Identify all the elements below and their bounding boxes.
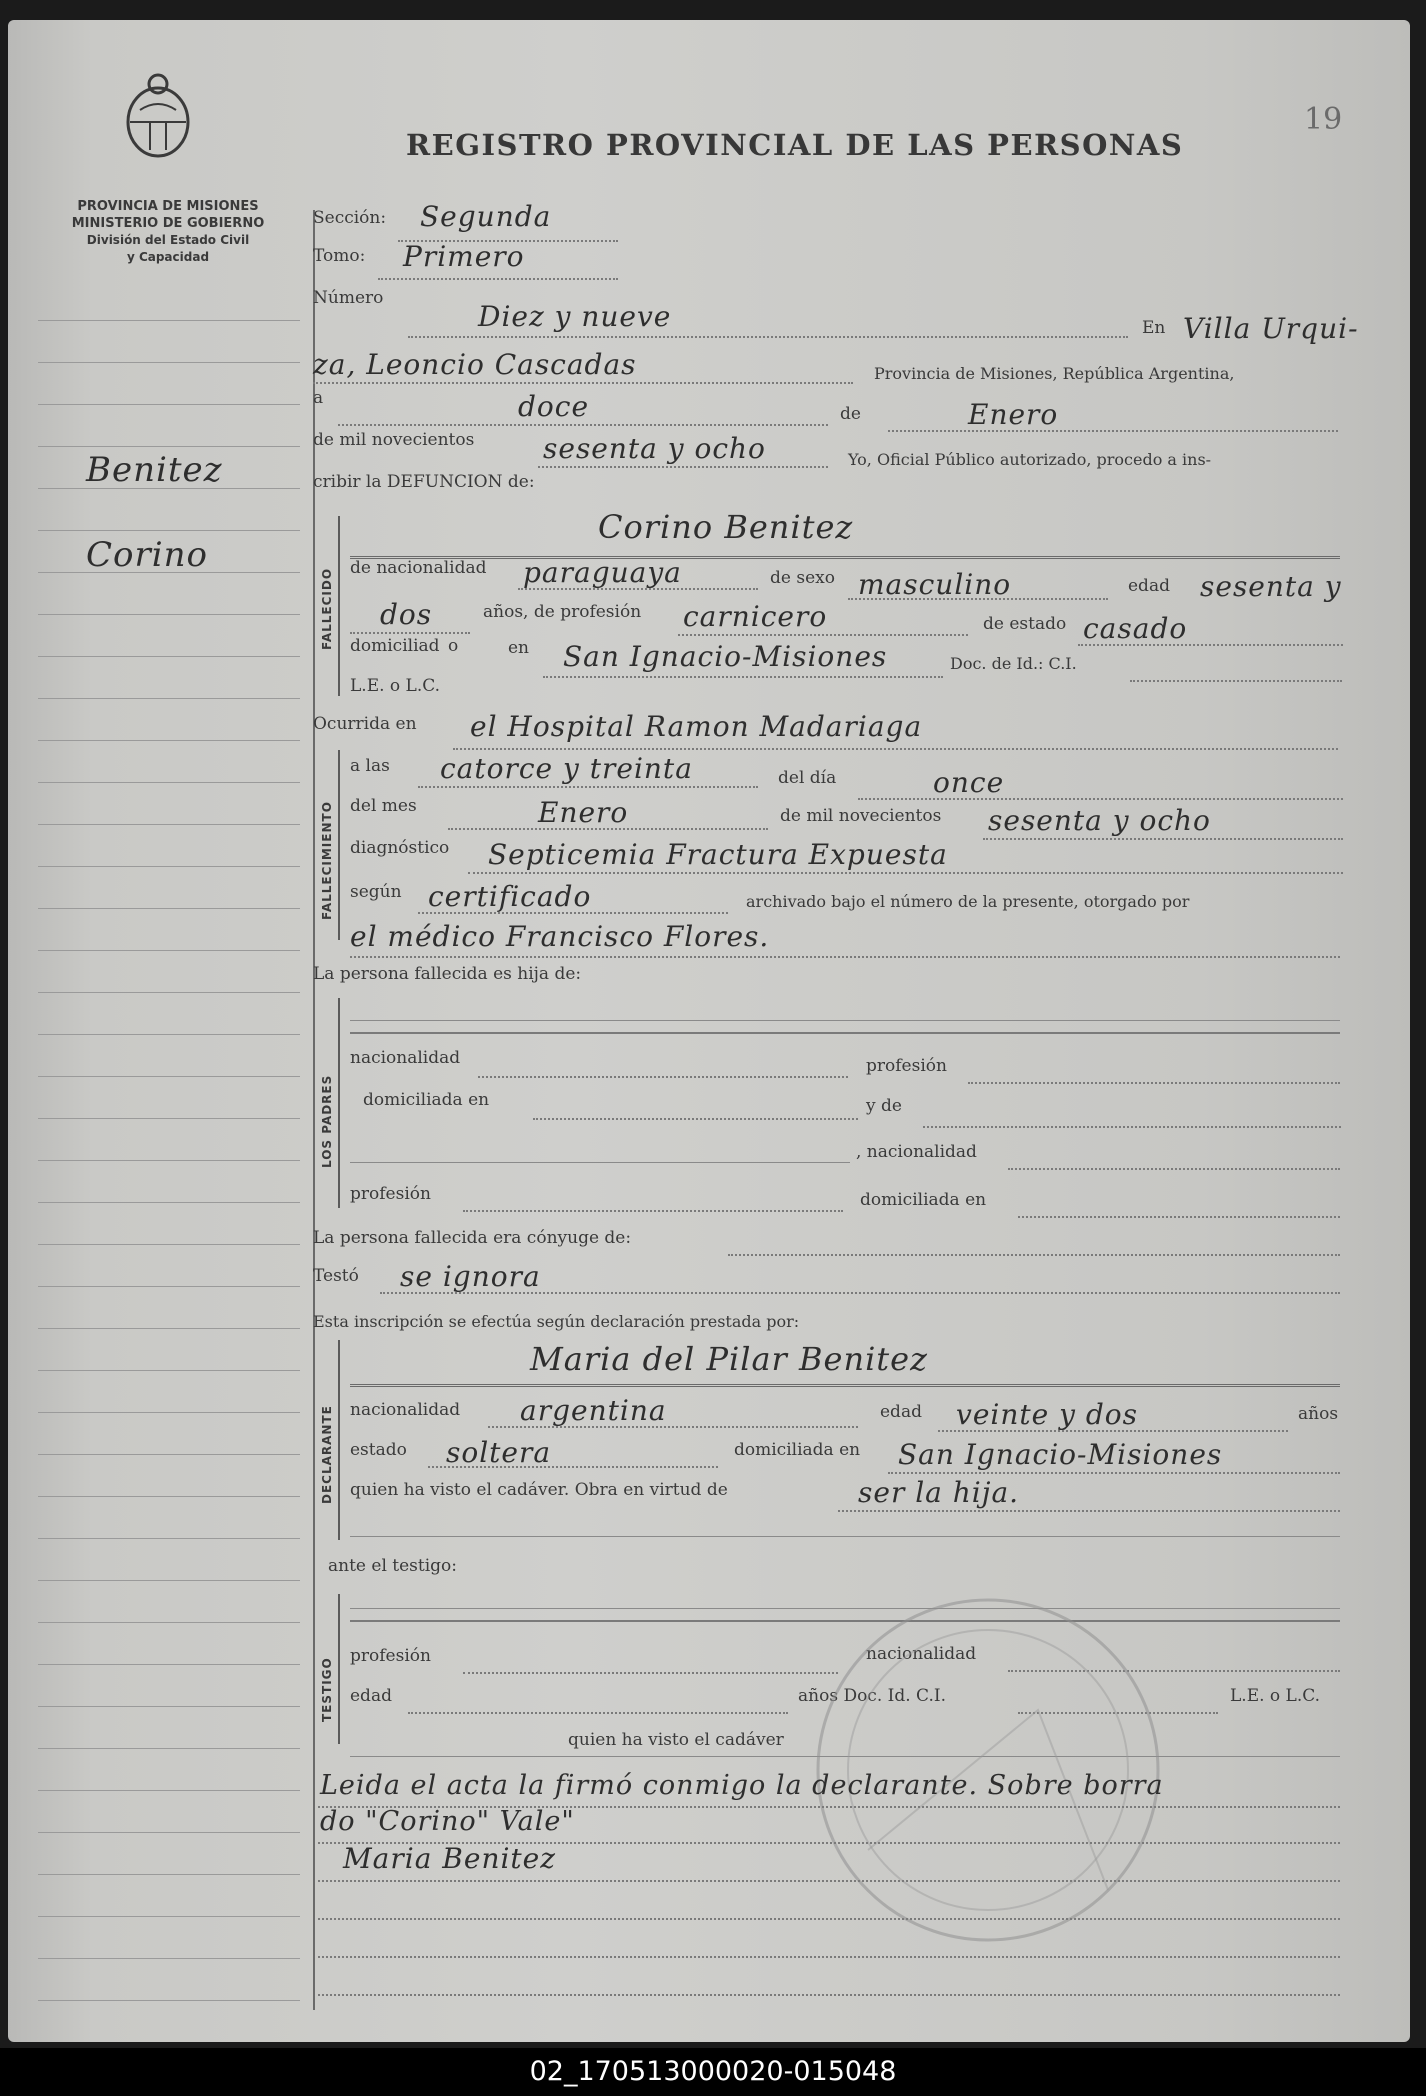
declarante-edad-label: edad [880, 1402, 922, 1422]
margin-rule [38, 866, 300, 867]
padre-nacionalidad-label: nacionalidad [350, 1048, 461, 1068]
medico-value: el médico Francisco Flores. [350, 920, 770, 953]
conyuge-line [728, 1254, 1340, 1256]
padres-intro: La persona fallecida es hija de: [313, 964, 582, 984]
margin-rule [38, 1916, 300, 1917]
margin-rule [38, 1286, 300, 1287]
margin-rule [38, 362, 300, 363]
sexo-label: de sexo [770, 568, 835, 588]
declarante-nacionalidad-line [488, 1426, 858, 1428]
madre-nacionalidad-line [1008, 1168, 1340, 1170]
ocurrida-label: Ocurrida en [313, 714, 417, 734]
y-de-label: y de [866, 1096, 902, 1116]
declarante-edad-line [938, 1430, 1288, 1432]
tomo-line [378, 278, 618, 280]
madre-domiciliada-label: domiciliada en [860, 1190, 987, 1210]
declarante-nacionalidad: argentina [520, 1394, 667, 1427]
padres-bracket [338, 998, 340, 1208]
org-division: División del Estado Civil [86, 233, 250, 247]
margin-rule [38, 740, 300, 741]
mes-value: Enero [968, 398, 1059, 431]
declarante-nacionalidad-label: nacionalidad [350, 1400, 461, 1420]
anio-line-f [983, 838, 1343, 840]
anio-label-f: de mil novecientos [780, 806, 942, 826]
tomo-value: Primero [403, 240, 525, 273]
madre-profesion-label: profesión [350, 1184, 431, 1204]
oficial-text: Yo, Oficial Público autorizado, procedo a ins- [848, 450, 1212, 469]
margin-rule [38, 656, 300, 657]
margin-rule [38, 698, 300, 699]
provincia-text: Provincia de Misiones, República Argentina, [874, 364, 1235, 383]
hora-line [418, 786, 758, 788]
declarante-anios-label: años [1298, 1404, 1339, 1424]
anio-value: sesenta y ocho [543, 432, 766, 465]
declarante-edad: veinte y dos [956, 1398, 1138, 1431]
margin-rule [38, 1202, 300, 1203]
edad-label: edad [1128, 576, 1170, 596]
sexo-value: masculino [858, 568, 1012, 601]
domicilio-value: San Ignacio-Misiones [563, 640, 888, 673]
dia-line-f [858, 798, 1343, 800]
hora-label: a las [350, 756, 390, 776]
margin-rule [38, 530, 300, 531]
testo-label: Testó [313, 1266, 359, 1286]
margin-rule [38, 824, 300, 825]
lugar-line [313, 382, 853, 384]
declarante-estado-line [428, 1466, 718, 1468]
closing-line-1: Leida el acta la firmó conmigo la declarante. Sobre borra [320, 1770, 1164, 1801]
fallecido-nombre-line [350, 556, 1340, 559]
closing-line-2: do "Corino" Vale" [320, 1806, 575, 1837]
madre-nacionalidad-label: , nacionalidad [856, 1142, 977, 1162]
margin-rule [38, 1706, 300, 1707]
diagnostico-value: Septicemia Fractura Expuesta [488, 838, 948, 871]
testigo-anios-doc-label: años Doc. Id. C.I. [798, 1686, 946, 1706]
testigo-le-label: L.E. o L.C. [1230, 1686, 1321, 1706]
org-capacity: y Capacidad [126, 250, 210, 264]
domicilio-line [543, 676, 943, 678]
declarante-domicilio-line [888, 1472, 1340, 1474]
org-province: PROVINCIA DE MISIONES [77, 199, 259, 214]
declarante-visto-label: quien ha visto el cadáver. Obra en virtud de [350, 1480, 728, 1500]
testigo-edad-line [408, 1712, 788, 1714]
padre-name-line-2 [350, 1032, 1340, 1034]
margin-rule [38, 404, 300, 405]
declarante-bracket [338, 1340, 340, 1540]
ocurrida-line [453, 748, 1338, 750]
testigo-section-label: TESTIGO [320, 1657, 334, 1722]
ocurrida-value: el Hospital Ramon Madariaga [470, 710, 923, 743]
profesion-value: carnicero [683, 600, 828, 633]
mes-value-f: Enero [538, 796, 629, 829]
numero-label: Número [313, 288, 384, 308]
estado-line [1078, 644, 1343, 646]
dia-value-f: once [933, 766, 1005, 799]
margin-rule [38, 446, 300, 447]
padre-nacionalidad-line [478, 1076, 848, 1078]
margin-surname: Benitez [86, 450, 223, 490]
anio-line [538, 466, 828, 468]
margin-rule [38, 1538, 300, 1539]
fallecimiento-bracket [338, 750, 340, 940]
domicilio-o: o [448, 636, 459, 656]
estado-value: casado [1083, 612, 1188, 645]
closing-rule [318, 1880, 1340, 1882]
declarante-section-label: DECLARANTE [320, 1405, 334, 1504]
org-heading [38, 198, 298, 266]
mes-line [888, 430, 1338, 432]
nacionalidad-label: de nacionalidad [350, 558, 487, 578]
a-label: a [313, 388, 324, 408]
page-title: REGISTRO PROVINCIAL DE LAS PERSONAS [406, 128, 1184, 162]
madre-name-line [923, 1126, 1341, 1128]
fallecido-nombre: Corino Benitez [598, 508, 854, 546]
doc-line [1130, 680, 1342, 682]
dia-value: doce [518, 390, 590, 423]
margin-rule [38, 1622, 300, 1623]
margin-rule [38, 1034, 300, 1035]
margin-rule [38, 1580, 300, 1581]
margin-rule [38, 1370, 300, 1371]
dia-label: del día [778, 768, 837, 788]
dia-line [338, 424, 828, 426]
madre-name-line-2 [350, 1162, 850, 1163]
segun-label: según [350, 882, 402, 902]
anio-label: de mil novecientos [313, 430, 475, 450]
domicilio-label: domiciliad [350, 636, 440, 656]
testigo-edad-label: edad [350, 1686, 392, 1706]
margin-rule [38, 782, 300, 783]
medico-line [350, 956, 1340, 958]
nacionalidad-value: paraguaya [523, 556, 682, 589]
margin-given-name: Corino [86, 535, 208, 575]
coat-of-arms-icon [120, 70, 196, 160]
declarante-domicilio: San Ignacio-Misiones [898, 1438, 1223, 1471]
testo-line [380, 1292, 1340, 1294]
closing-rule [318, 1918, 1340, 1920]
testigo-profesion-line [463, 1672, 838, 1674]
padres-section-label: LOS PADRES [320, 1074, 334, 1168]
padre-domiciliada-label: domiciliada en [363, 1090, 490, 1110]
declarante-virtud: ser la hija. [858, 1476, 1020, 1509]
testigo-bracket [338, 1594, 340, 1744]
seccion-value: Segunda [420, 200, 552, 233]
profesion-label: años, de profesión [483, 602, 642, 622]
testigo-intro: ante el testigo: [328, 1556, 458, 1576]
sexo-line [848, 598, 1108, 600]
testigo-profesion-label: profesión [350, 1646, 431, 1666]
en-label: En [1142, 318, 1166, 338]
closing-rule [318, 1956, 1340, 1958]
lugar-1: Villa Urqui- [1183, 312, 1359, 345]
tomo-label: Tomo: [313, 246, 366, 266]
margin-rule [38, 1790, 300, 1791]
fallecido-bracket [338, 516, 340, 696]
inscribir-text: cribir la DEFUNCION de: [313, 472, 535, 492]
margin-rule [38, 1958, 300, 1959]
estado-label: de estado [983, 614, 1067, 634]
closing-rule [318, 1994, 1340, 1996]
edad-value-2: dos [380, 598, 433, 631]
anio-value-f: sesenta y ocho [988, 804, 1211, 837]
segun-value: certificado [428, 880, 592, 913]
diagnostico-line [468, 872, 1343, 874]
de-label: de [840, 404, 861, 424]
scan-id: 02_170513000020-015048 [529, 2056, 897, 2087]
testigo-visto-label: quien ha visto el cadáver [568, 1730, 784, 1750]
margin-rule [38, 950, 300, 951]
seccion-label: Sección: [313, 208, 387, 228]
margin-rule [38, 320, 300, 321]
scan-footer [0, 2048, 1426, 2096]
margin-rule [38, 1244, 300, 1245]
margin-rule [38, 1328, 300, 1329]
declarante-domiciliada-label: domiciliada en [734, 1440, 861, 1460]
numero-line [408, 336, 1128, 338]
margin-rule [38, 1496, 300, 1497]
fallecido-section-label: FALLECIDO [320, 567, 334, 650]
segun-line [418, 912, 728, 914]
fallecimiento-section-label: FALLECIMIENTO [320, 801, 334, 920]
mes-line-f [448, 828, 768, 830]
margin-rule [38, 1664, 300, 1665]
margin-rule [38, 1118, 300, 1119]
testo-value: se ignora [400, 1260, 541, 1293]
padre-profesion-line [968, 1082, 1340, 1084]
declarante-nombre: Maria del Pilar Benitez [530, 1340, 928, 1378]
conyuge-label: La persona fallecida era cónyuge de: [313, 1228, 632, 1248]
margin-rule [38, 614, 300, 615]
padre-domiciliada-line [533, 1118, 858, 1120]
register-page [8, 20, 1410, 2042]
declarante-nombre-line [350, 1384, 1340, 1387]
profesion-line [678, 634, 968, 636]
le-label: L.E. o L.C. [350, 676, 441, 696]
declarante-extra-line [350, 1536, 1340, 1537]
declarante-virtud-line [838, 1510, 1340, 1512]
margin-rule [38, 1076, 300, 1077]
madre-profesion-line [463, 1210, 843, 1212]
declarante-estado: soltera [446, 1436, 552, 1469]
hora-value: catorce y treinta [440, 752, 693, 785]
margin-rule [38, 908, 300, 909]
diagnostico-label: diagnóstico [350, 838, 450, 858]
mes-label: del mes [350, 796, 417, 816]
margin-rule [38, 1832, 300, 1833]
declarante-intro: Esta inscripción se efectúa según declaración prestada por: [313, 1312, 800, 1331]
edad-value-1: sesenta y [1200, 570, 1342, 603]
nacionalidad-line [518, 588, 758, 590]
padre-profesion-label: profesión [866, 1056, 947, 1076]
margin-rule [38, 1748, 300, 1749]
edad-line [350, 632, 470, 634]
domicilio-en: en [508, 638, 530, 658]
margin-rule [38, 1874, 300, 1875]
closing-signature: Maria Benitez [343, 1842, 557, 1875]
padre-name-line [350, 1020, 1340, 1021]
testigo-nacionalidad-label: nacionalidad [866, 1644, 977, 1664]
numero-value: Diez y nueve [478, 300, 672, 333]
margin-rule [38, 1412, 300, 1413]
archivado-text: archivado bajo el número de la presente, otorgado por [746, 892, 1190, 911]
declarante-estado-label: estado [350, 1440, 407, 1460]
margin-rule [38, 1454, 300, 1455]
org-ministry: MINISTERIO DE GOBIERNO [71, 216, 265, 231]
page-number: 19 [1304, 102, 1343, 137]
doc-label: Doc. de Id.: C.I. [950, 654, 1077, 673]
margin-rule [38, 992, 300, 993]
margin-rule [38, 2000, 300, 2001]
margin-rule [38, 1160, 300, 1161]
madre-domiciliada-line [1018, 1216, 1340, 1218]
lugar-2: za, Leoncio Cascadas [313, 348, 637, 381]
